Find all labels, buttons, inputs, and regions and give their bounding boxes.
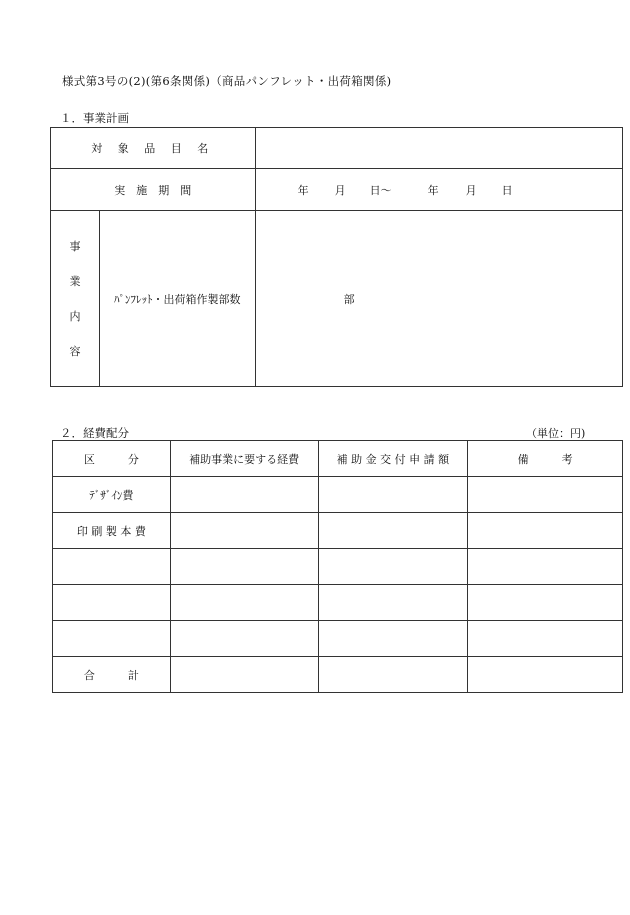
header-category: 区 分 xyxy=(53,441,171,477)
period-value[interactable] xyxy=(255,169,622,211)
remarks-cell[interactable] xyxy=(468,585,623,621)
remarks-cell[interactable] xyxy=(468,513,623,549)
period-year-end: 年 xyxy=(427,184,439,197)
row-label: 印 刷 製 本 費 xyxy=(53,513,171,549)
table-row xyxy=(53,549,623,585)
section-heading-plan: １．事業計画 xyxy=(60,111,129,125)
unit-label: （単位：円) xyxy=(526,427,586,440)
content-unit: 部 xyxy=(343,292,355,306)
period-day-end: 日 xyxy=(501,184,513,197)
item-name-value[interactable] xyxy=(255,128,622,169)
row-label[interactable] xyxy=(53,621,171,657)
remarks-cell[interactable] xyxy=(468,549,623,585)
remarks-cell[interactable] xyxy=(468,477,623,513)
cost-cell[interactable] xyxy=(170,477,318,513)
content-sub-label: ﾊﾟﾝﾌﾚｯﾄ・出荷箱作製部数 xyxy=(99,211,255,387)
total-remarks-cell[interactable] xyxy=(468,657,623,693)
item-name-label: 対 象 品 目 名 xyxy=(51,128,256,169)
budget-table xyxy=(52,440,623,693)
table-row xyxy=(53,621,623,657)
cost-cell[interactable] xyxy=(170,549,318,585)
row-label: ﾃﾞｻﾞｲﾝ費 xyxy=(53,477,171,513)
period-month-start: 月 xyxy=(334,184,346,197)
row-label[interactable] xyxy=(53,549,171,585)
total-subsidy-cell[interactable] xyxy=(318,657,468,693)
document-title: 様式第3号の(2)(第6条関係)（商品パンフレット・出荷箱関係) xyxy=(62,74,392,88)
period-day-start: 日～ xyxy=(369,184,392,197)
header-total-cost: 補助事業に要する経費 xyxy=(170,441,318,477)
content-label: 事 業 内 容 xyxy=(51,211,100,387)
header-remarks: 備 考 xyxy=(468,441,623,477)
subsidy-cell[interactable] xyxy=(318,621,468,657)
period-year-start: 年 xyxy=(297,184,309,197)
table-row xyxy=(53,585,623,621)
cost-cell[interactable] xyxy=(170,585,318,621)
subsidy-cell[interactable] xyxy=(318,513,468,549)
remarks-cell[interactable] xyxy=(468,621,623,657)
cost-cell[interactable] xyxy=(170,621,318,657)
content-value[interactable] xyxy=(255,211,622,387)
total-cost-cell[interactable] xyxy=(170,657,318,693)
total-row xyxy=(53,657,623,693)
subsidy-cell[interactable] xyxy=(318,585,468,621)
header-subsidy-amount: 補 助 金 交 付 申 請 額 xyxy=(318,441,468,477)
cost-cell[interactable] xyxy=(170,513,318,549)
row-label[interactable] xyxy=(53,585,171,621)
section-heading-budget: ２．経費配分 xyxy=(60,426,129,440)
subsidy-cell[interactable] xyxy=(318,549,468,585)
total-label: 合 計 xyxy=(53,657,171,693)
plan-table xyxy=(50,127,623,387)
period-month-end: 月 xyxy=(465,184,477,197)
table-row xyxy=(53,513,623,549)
period-label: 実 施 期 間 xyxy=(51,169,256,211)
subsidy-cell[interactable] xyxy=(318,477,468,513)
table-row xyxy=(53,477,623,513)
